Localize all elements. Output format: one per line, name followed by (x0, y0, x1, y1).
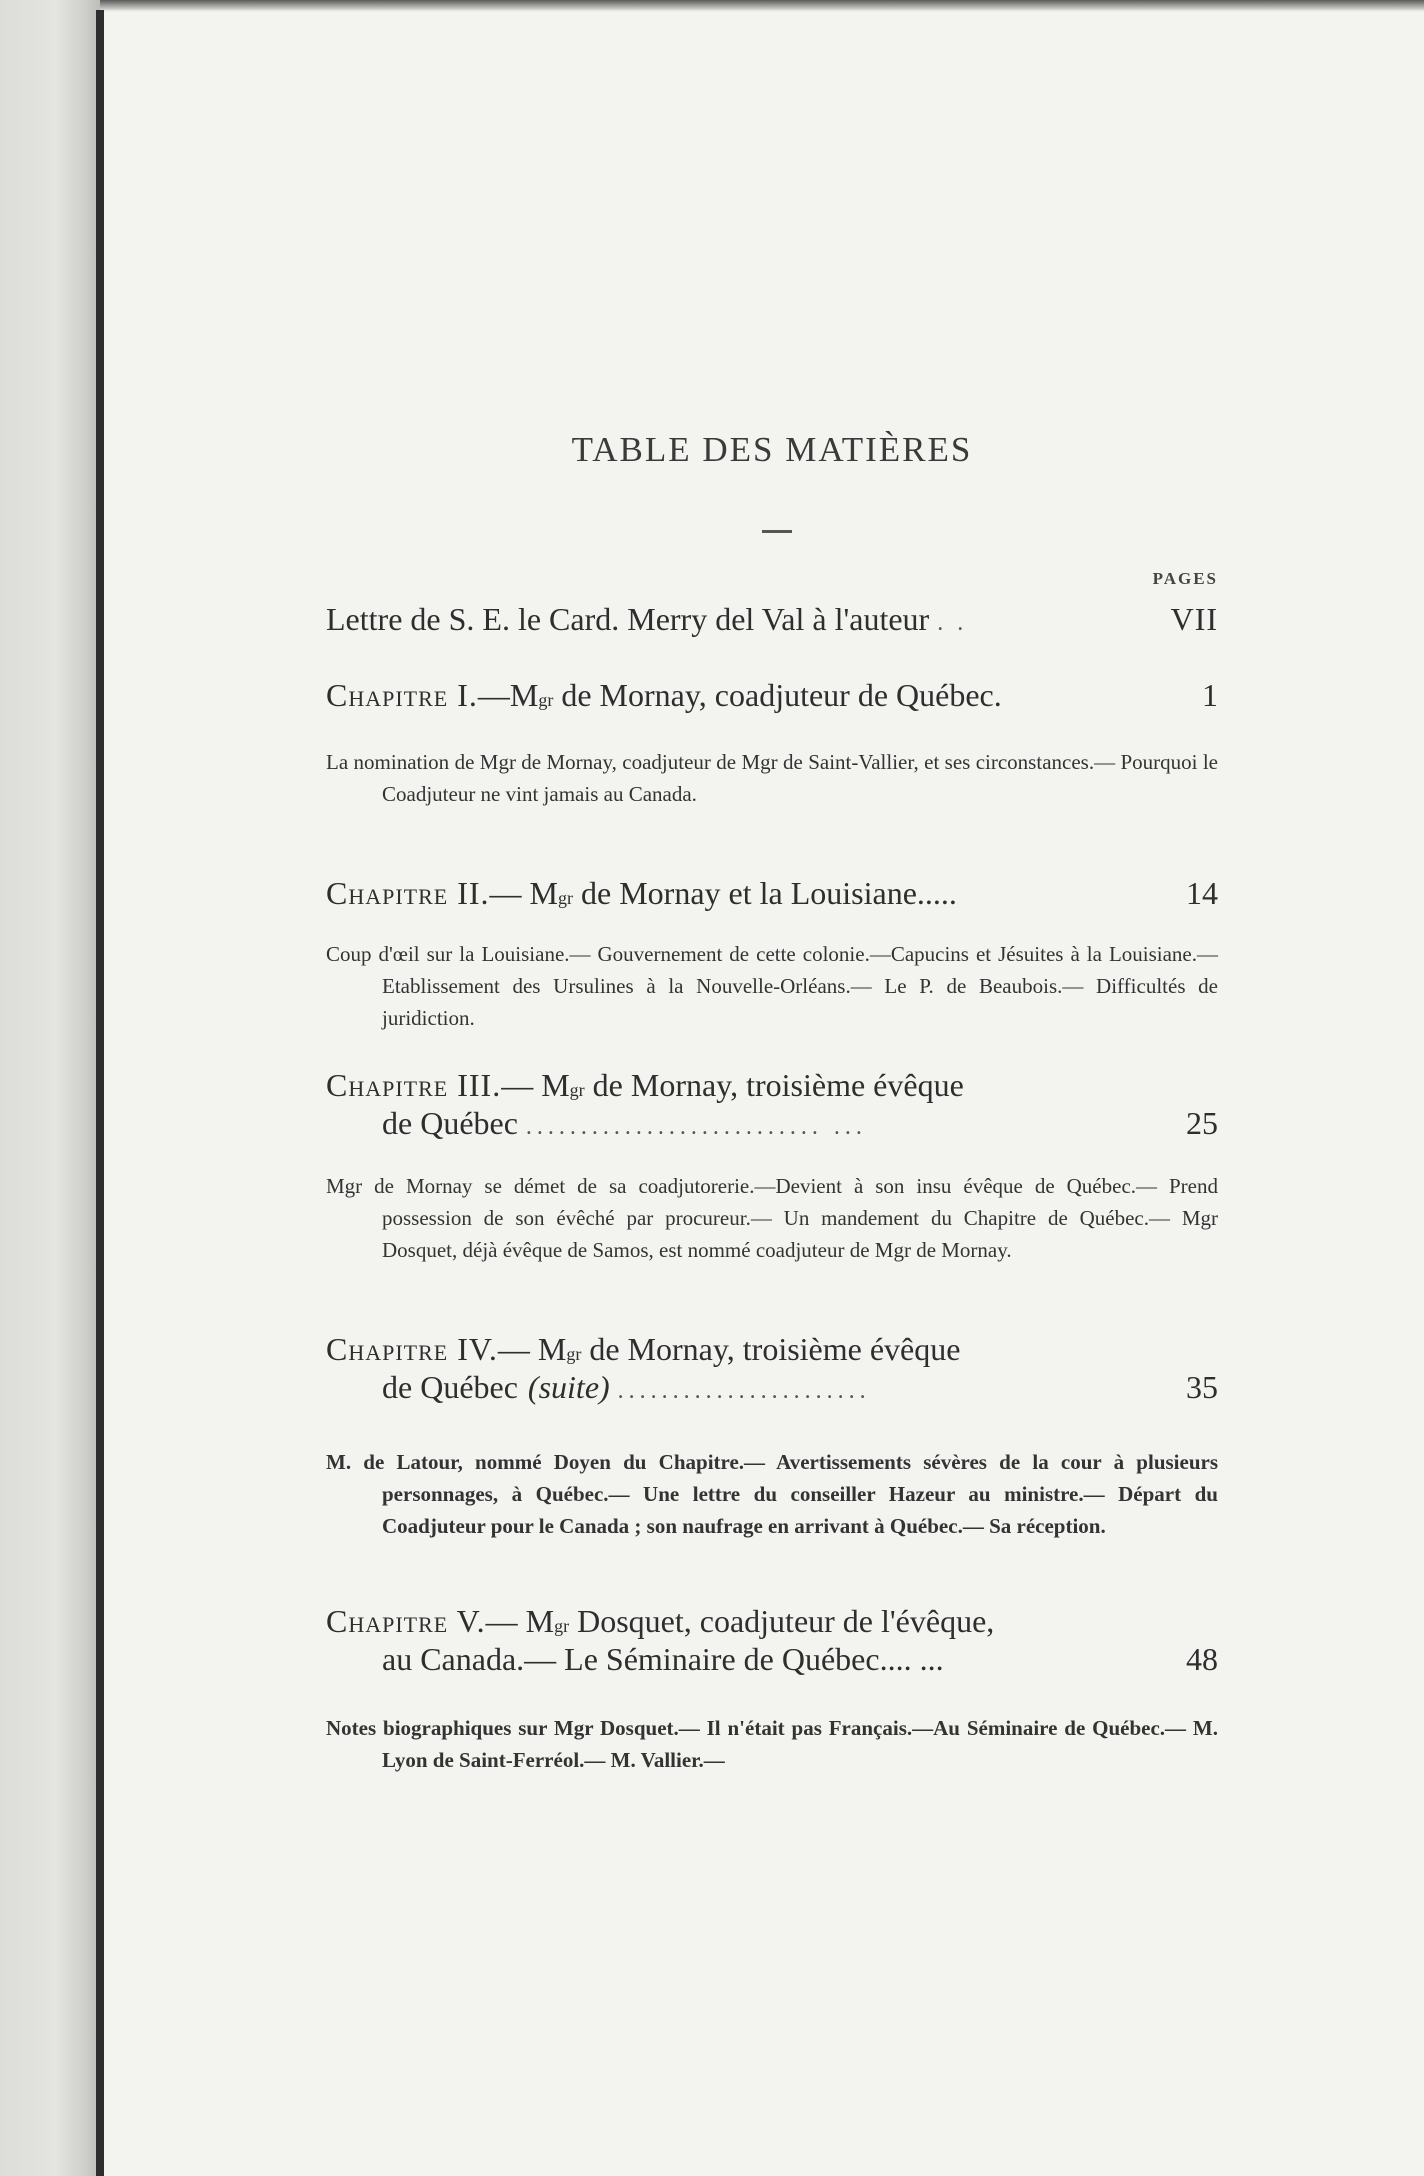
chapter-title: de Mornay, coadjuteur de Québec. (553, 677, 1002, 713)
title-rule (762, 530, 792, 533)
toc-entry-chapter-2: Chapitre II. — M gr de Mornay et la Louisiane..... 14 (326, 875, 1218, 911)
entry-page-number: 1 (1202, 677, 1218, 713)
chapter-label: Chapitre V. (326, 1603, 486, 1639)
chapter-title: de Mornay et la Louisiane..... (573, 875, 957, 911)
chapter-label: Chapitre II. (326, 875, 490, 911)
chapter-2-summary: Coup d'œil sur la Louisiane.— Gouvernement de cette colonie.—Capucins et Jésuites à la Louisiane.— Etablissement des Ursulines à la Nouvelle-Orléans.— Le P. de Beaubois.— Difficultés de juridiction. (326, 942, 1218, 1030)
chapter-label: Chapitre I. (326, 677, 478, 713)
toc-entry-chapter-3: Chapitre III. — M gr de Mornay, troisième évêque de Québec ........................... ... 25 (326, 1066, 1218, 1146)
chapter-title: de Mornay, troisième évêque (584, 1067, 964, 1103)
entry-page-number: 25 (1186, 1105, 1218, 1141)
toc-entry-chapter-1: Chapitre I. — M gr de Mornay, coadjuteur de Québec. 1 (326, 677, 1218, 713)
entry-leader: ........................... ... (525, 1114, 867, 1140)
entry-page-number: 35 (1186, 1369, 1218, 1405)
chapter-sep: — (501, 1067, 542, 1103)
mgr-abbrev: M (529, 875, 558, 911)
chapter-sep: — (477, 677, 510, 713)
mgr-abbrev: M (525, 1603, 555, 1639)
chapter-4-summary: M. de Latour, nommé Doyen du Chapitre.— Avertissements sévères de la cour à plusieurs personnages, à Québec.— Une lettre du conseiller Hazeur au ministre.— Départ du Coadjuteur pour le Canada ; son naufrage en arrivant à Québec.— Sa réception. (326, 1450, 1218, 1538)
entry-page-number: VII (1170, 601, 1218, 637)
pages-column-label: PAGES (1152, 569, 1218, 588)
chapter-3-summary: Mgr de Mornay se démet de sa coadjutorerie.—Devient à son insu évêque de Québec.— Prend possession de son évêché par procureur.— Un mandement du Chapitre de Québec.— Mgr Dosquet, déjà évêque de Samos, est nommé coadjuteur de Mgr de Mornay. (326, 1174, 1218, 1262)
mgr-abbrev: M (509, 677, 539, 713)
chapter-title: Dosquet, coadjuteur de l'évêque, (569, 1603, 995, 1639)
chapter-1-summary: La nomination de Mgr de Mornay, coadjuteur de Mgr de Saint-Vallier, et ses circonstances.— Pourquoi le Coadjuteur ne vint jamais au Canada. (326, 750, 1218, 806)
entry-leader: ....................... (617, 1378, 871, 1404)
chapter-title: de Mornay, troisième évêque (581, 1331, 961, 1367)
chapter-sep: — (489, 875, 530, 911)
entry-page-number: 48 (1186, 1641, 1218, 1677)
mgr-abbrev: M (541, 1067, 570, 1103)
toc-entry-chapter-4: Chapitre IV. — M gr de Mornay, troisième évêque de Québec (suite) ....................... 35 (326, 1330, 1218, 1410)
chapter-title-cont: de Québec (382, 1105, 518, 1141)
scan-top-shadow (0, 0, 1424, 10)
book-spine (0, 0, 100, 2176)
chapter-5-summary: Notes biographiques sur Mgr Dosquet.— Il n'était pas Français.—Au Séminaire de Québec.— M. Lyon de Saint-Ferréol.— M. Vallier.— (326, 1716, 1218, 1772)
book-page (104, 12, 1424, 2176)
chapter-label: Chapitre III. (326, 1067, 502, 1103)
toc-entry-chapter-5: Chapitre V. — M gr Dosquet, coadjuteur de l'évêque, au Canada.— Le Séminaire de Québec.... ... 48 (326, 1603, 1218, 1677)
chapter-title-cont: au Canada.— Le Séminaire de Québec.... ... (382, 1641, 944, 1677)
chapter-sep: — (485, 1603, 526, 1639)
toc-entry-letter (326, 600, 1218, 642)
chapter-sep: — (497, 1331, 538, 1367)
chapter-title-cont: de Québec (382, 1369, 518, 1405)
page-gutter-edge (96, 10, 104, 2176)
chapter-label: Chapitre IV. (326, 1331, 498, 1367)
chapter-title-suite: (suite) (527, 1369, 610, 1405)
entry-leader: . . (937, 610, 968, 636)
page-title: TABLE DES MATIÈRES (571, 430, 973, 469)
mgr-abbrev: M (537, 1331, 567, 1367)
entry-title: Lettre de S. E. le Card. Merry del Val à l'auteur (326, 601, 930, 637)
entry-page-number: 14 (1186, 875, 1218, 911)
